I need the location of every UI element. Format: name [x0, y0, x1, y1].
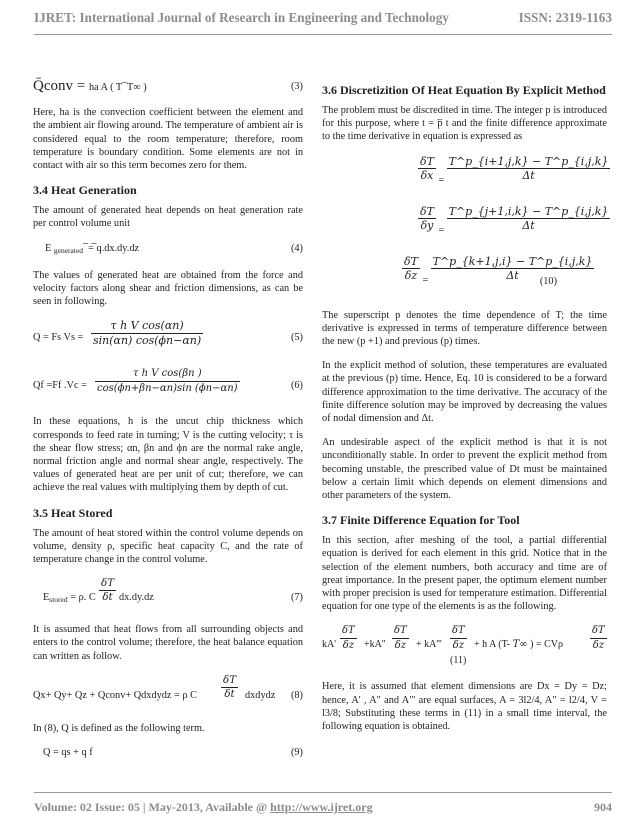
eq10-equals: = — [419, 274, 431, 286]
heading-heat-stored: 3.5 Heat Stored — [33, 505, 113, 520]
eq11-f2-num: δT — [392, 624, 409, 638]
eq10-rhs-fraction — [447, 205, 611, 232]
header-rule — [34, 34, 612, 35]
eq7-sub: stored — [49, 595, 68, 605]
eq10-rhs-fraction — [431, 255, 595, 282]
force-paragraph: The values of generated heat are obtained from the force and velocity factors along shear and friction dimensions, as can be seen in following. — [33, 269, 303, 308]
eq11-number: (11) — [450, 655, 467, 667]
right-column — [322, 80, 607, 744]
substitution-paragraph: Here, it is assumed that element dimensions are Dx = Dy = Dz; hence, A' , A" and A"' are equal surfaces, A = 3l2/4, A" = l2/4, V = l3/8; Substituting these terms in (11) in a small time interval, the following equation is obtained. — [322, 681, 607, 733]
eq8-denominator: δt — [224, 688, 235, 701]
equation-10 — [322, 155, 607, 303]
eq11-term1: kA' — [322, 639, 337, 651]
eq10-lhs-fraction — [402, 255, 420, 282]
eq11-f1-num: δT — [340, 624, 357, 638]
equation-8 — [33, 674, 303, 710]
footer-rule — [34, 792, 612, 793]
balance-paragraph: It is assumed that heat flows from all surrounding objects and enters to the control volume; therefore, the heat balance equation can written as follow. — [33, 624, 303, 662]
eq11-frac1 — [340, 624, 357, 651]
equation-11 — [322, 624, 607, 668]
equation-6 — [33, 367, 303, 403]
issn: ISSN: 2319-1163 — [518, 10, 612, 25]
eq11-term5: ) = CVρ — [527, 639, 563, 651]
eq7-mid: = ρ. C — [67, 592, 96, 604]
eq10-lhs-fraction-den: δy — [420, 218, 434, 232]
heading-finite-difference: 3.7 Finite Difference Equation for Tool — [322, 513, 520, 528]
eq8-number: (8) — [290, 689, 303, 701]
heading-heat-generation: 3.4 Heat Generation — [33, 183, 137, 198]
equation-9 — [33, 746, 303, 759]
eq11-tinf: T∞ — [512, 639, 528, 651]
eq3-rhs: ha A ( T ̅ T∞ ) — [88, 82, 147, 93]
eq8-numerator: δT — [221, 674, 238, 688]
eq11-f3-den: δz — [452, 639, 464, 651]
generation-paragraph: The amount of generated heat depends on heat generation rate per control volume unit — [33, 205, 303, 230]
eq10-equals: = — [435, 174, 447, 186]
stored-paragraph: The amount of heat stored within the control volume depends on volume, density ρ, specific heat capacity C, and the rate of temperature change in the control volume. — [33, 527, 303, 566]
page-number: 904 — [594, 800, 612, 814]
eq10-lhs-fraction — [418, 155, 436, 182]
q-definition-paragraph: In (8), Q is defined as the following term. — [33, 722, 205, 734]
eq6-denominator: cos(ϕn+βn−αn)sin (ϕn−αn) — [97, 382, 238, 394]
eq7-number: (7) — [290, 592, 303, 604]
eq10-rhs-fraction-num: T^p_{i+1,j,k} − T^p_{i,j,k} — [448, 154, 609, 168]
eq10-rhs-fraction-num: T^p_{j+1,i,k} − T^p_{i,j,k} — [448, 204, 609, 218]
eq10-rhs-fraction-den: Δt — [522, 168, 535, 182]
eq7-lhs: E — [43, 592, 50, 604]
eq7-rhs: dx.dy.dz — [119, 592, 154, 604]
eq11-f2-den: δz — [394, 639, 406, 651]
eq8-lhs: Qx+ Qy+ Qz + Qconv+ Qdxdydz = ρ C — [33, 689, 198, 701]
eq10-lhs-fraction-den: δz — [404, 268, 418, 282]
eq10-lhs-fraction-den: δx — [420, 168, 434, 182]
eq6-number: (6) — [290, 380, 303, 392]
footer-volume-text: Volume: 02 Issue: 05 | May-2013, Available @ — [34, 800, 271, 814]
eq10-row — [418, 155, 610, 187]
eq7-fraction — [99, 577, 116, 604]
eq11-term4: + h A (T- — [474, 639, 513, 651]
eq11-term4-wrap — [474, 638, 563, 651]
eq11-frac2 — [392, 624, 409, 651]
equation-3 — [33, 80, 303, 94]
eq4-lhs: E — [45, 242, 54, 254]
eq10-rhs-fraction-den: Δt — [506, 268, 519, 282]
eq11-f3-num: δT — [450, 624, 467, 638]
eq10-row — [418, 205, 610, 237]
eq7-lhs-wrap — [43, 591, 96, 606]
eq11-term2: +kA'' — [364, 639, 386, 651]
eq9-text: Q = qs + q f — [43, 747, 93, 759]
discretization-paragraph: The problem must be discredited in time. The integer p is introduced for this purpose, where t = p̅ t and the finite difference approximate to the time derivative in equation is expressed as — [322, 105, 607, 143]
eq5-lhs: Q = Fs Vs = — [33, 332, 84, 344]
equations-paragraph: In these equations, h is the uncut chip thickness which corresponds to feed rate in turning; V is the cutting velocity; τ is the shear flow stress; αn, βn and ϕn are the normal rake angle, normal friction angle and normal shear angle, respectively. The values of generated heat are per unit of cut; therefore, we can achieve the real values with multiplying them by depth of cut. — [33, 416, 303, 494]
eq11-frac3 — [450, 624, 467, 651]
footer-volume — [34, 800, 373, 815]
eq10-row — [402, 255, 594, 287]
eq4-number: (4) — [290, 242, 303, 254]
eq5-number: (5) — [290, 332, 303, 344]
eq11-f4-num: δT — [590, 624, 607, 638]
convection-paragraph: Here, ha is the convection coefficient between the element and the ambient air flowing around. The temperature of ambient air is considered equal to the room temperature; therefore, room temperature is boundary condition. Some elements are not in contact with air so this term becomes zero for them. — [33, 107, 304, 172]
equation-5 — [33, 319, 303, 355]
page-header — [34, 10, 612, 32]
eq3-number: (3) — [290, 81, 303, 92]
eq10-number: (10) — [539, 275, 557, 287]
eq6-numerator: τ h V cos(βn ) — [95, 367, 240, 381]
eq9-number: (9) — [290, 747, 303, 759]
eq10-lhs-fraction-num: δT — [420, 154, 434, 168]
eq6-fraction — [95, 367, 240, 394]
eq4-rhs: ̅ =̅ q.dx.dy.dz — [83, 242, 140, 254]
eq6-lhs: Qf =Ff .Vc = — [33, 380, 87, 392]
eq11-frac4 — [590, 624, 607, 651]
eq10-rhs-fraction-den: Δt — [522, 218, 535, 232]
unstable-paragraph: An undesirable aspect of the explicit method is that it is not unconditionally stable. In order to prevent the explicit method from becoming unstable, the prescribed value of Dt must be maintained below a certain limit which depends on element dimensions and other parameters of the system. — [322, 437, 607, 502]
eq7-numerator: δT — [99, 577, 116, 591]
eq8-rhs: dxdydz — [245, 689, 276, 701]
heading-discretization: 3.6 Discretizition Of Heat Equation By Explicit Method — [322, 83, 606, 97]
eq10-equals: = — [435, 224, 447, 236]
eq3-lhs: Q̄conv = — [33, 78, 89, 94]
eq5-denominator: sin(αn) cos(ϕn−αn) — [93, 333, 202, 347]
superscript-paragraph: The superscript p denotes the time dependence of T; the time derivative is expressed in terms of temperature difference between the new (p +1) and previous (p) times. — [322, 309, 607, 348]
eq5-fraction — [91, 319, 203, 346]
eq10-rhs-fraction-num: T^p_{k+1,j,i} − T^p_{i,j,k} — [432, 254, 593, 268]
journal-title: IJRET: International Journal of Research in Engineering and Technology — [34, 10, 449, 25]
left-column — [33, 80, 303, 771]
equation-7 — [33, 577, 303, 611]
eq10-rhs-fraction — [447, 155, 611, 182]
eq10-lhs-fraction-num: δT — [404, 254, 418, 268]
eq5-numerator: τ h V cos(αn) — [91, 319, 203, 333]
eq8-fraction — [221, 674, 238, 701]
equation-4 — [45, 242, 303, 257]
eq11-f4-den: δz — [592, 639, 604, 651]
eq4-sub: generated — [53, 245, 84, 255]
eq7-denominator: δt — [102, 591, 113, 604]
eq10-lhs-fraction — [418, 205, 436, 232]
eq11-f1-den: δz — [342, 639, 354, 651]
eq11-term3: + kA''' — [416, 639, 442, 651]
journal-link[interactable]: http://www.ijret.org — [270, 800, 373, 814]
explicit-paragraph: In the explicit method of solution, these temperatures are evaluated at the previous (p) time. Hence, Eq. 10 is considered to be a forward difference approximation to the time derivative. The accuracy of the finite difference solution may be improved by decreasing the values of nodal dimension and Δt. — [322, 360, 607, 425]
eq10-lhs-fraction-num: δT — [420, 204, 434, 218]
fde-paragraph: In this section, after meshing of the tool, a partial differential equation is derived for each element in this grid. Notice that in the selection of the element numbers, both accuracy and time are of great importance. In the present paper, the optimum element number with proper precision is used for temperature estimation. Differential equation for one type of the elements is as the following. — [322, 535, 607, 613]
